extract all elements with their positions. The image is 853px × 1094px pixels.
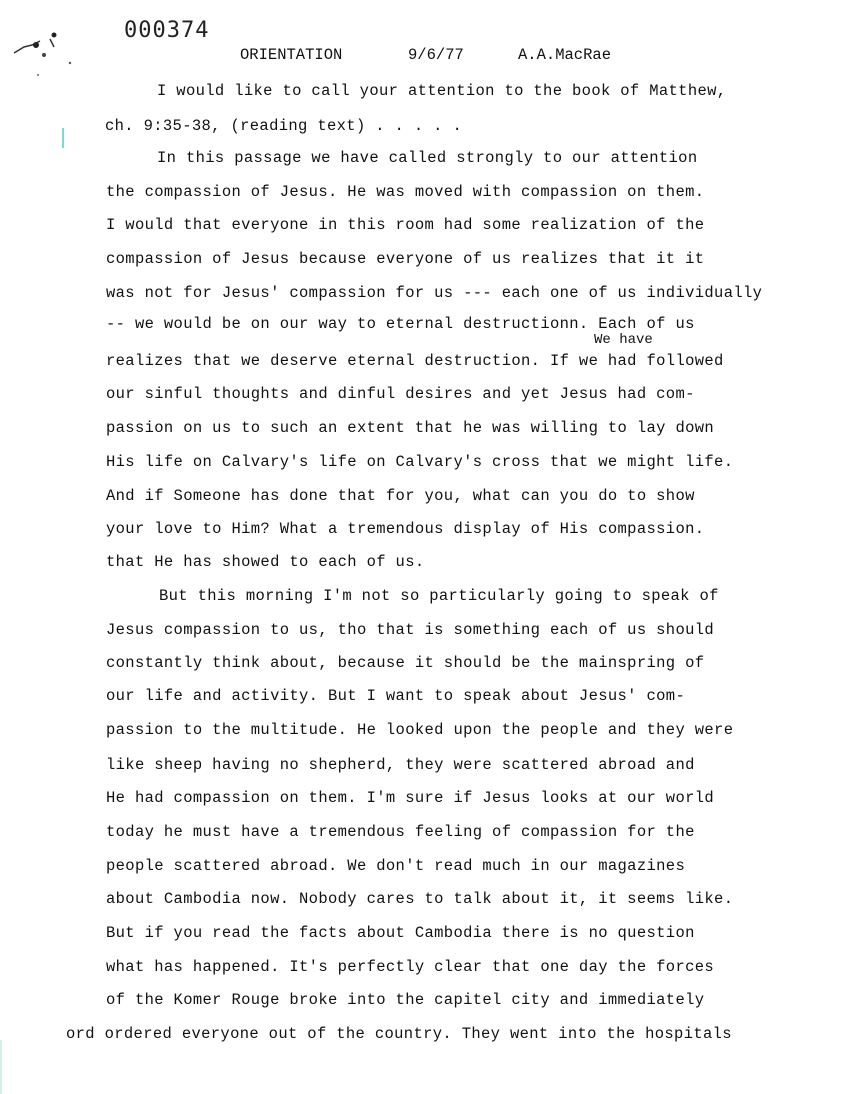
text-line: today he must have a tremendous feeling of compassion for the <box>106 823 695 841</box>
text-line: what has happened. It's perfectly clear that one day the forces <box>106 958 715 976</box>
text-line: was not for Jesus' compassion for us --- each one of us individually <box>106 284 763 302</box>
text-line: our sinful thoughts and dinful desires and yet Jesus had com- <box>106 385 695 403</box>
header-date: 9/6/77 <box>408 46 464 64</box>
text-line: passion to the multitude. He looked upon the people and they were <box>106 721 734 739</box>
text-line: our life and activity. But I want to speak about Jesus' com- <box>106 687 686 705</box>
text-line: constantly think about, because it should be the mainspring of <box>106 654 705 672</box>
document-number: 000374 <box>124 18 210 43</box>
text-line: realizes that we deserve eternal destruction. If we had followed <box>106 352 724 370</box>
text-line: about Cambodia now. Nobody cares to talk about it, it seems like. <box>106 890 734 908</box>
text-line: people scattered abroad. We don't read much in our magazines <box>106 857 686 875</box>
text-line: that He has showed to each of us. <box>106 553 425 571</box>
text-line: your love to Him? What a tremendous display of His compassion. <box>106 520 705 538</box>
header-title: ORIENTATION <box>240 46 343 64</box>
text-line: ord ordered everyone out of the country. They went into the hospitals <box>66 1025 732 1043</box>
text-line: -- we would be on our way to eternal destructionn. Each of us <box>106 315 695 333</box>
text-line: He had compassion on them. I'm sure if Jesus looks at our world <box>106 789 715 807</box>
text-line: ch. 9:35-38, (reading text) . . . . . <box>105 117 463 135</box>
text-line: I would like to call your attention to the book of Matthew, <box>157 82 727 100</box>
text-line: the compassion of Jesus. He was moved with compassion on them. <box>106 183 705 201</box>
text-line: His life on Calvary's life on Calvary's cross that we might life. <box>106 453 734 471</box>
text-line: But this morning I'm not so particularly going to speak of <box>159 587 719 605</box>
scan-specks <box>10 25 90 95</box>
text-line: compassion of Jesus because everyone of us realizes that it it <box>106 250 705 268</box>
header-author: A.A.MacRae <box>518 46 612 64</box>
text-line: But if you read the facts about Cambodia there is no question <box>106 924 695 942</box>
text-line: In this passage we have called strongly to our attention <box>157 149 698 167</box>
text-line: Jesus compassion to us, tho that is something each of us should <box>106 621 715 639</box>
text-line: I would that everyone in this room had some realization of the <box>106 216 705 234</box>
edge-mark <box>0 1040 2 1094</box>
text-line: And if Someone has done that for you, what can you do to show <box>106 487 695 505</box>
text-line: passion on us to such an extent that he was willing to lay down <box>106 419 715 437</box>
margin-mark <box>62 128 64 148</box>
handwritten-insertion: We have <box>594 332 653 348</box>
text-line: of the Komer Rouge broke into the capitel city and immediately <box>106 991 705 1009</box>
text-line: like sheep having no shepherd, they were scattered abroad and <box>106 756 695 774</box>
